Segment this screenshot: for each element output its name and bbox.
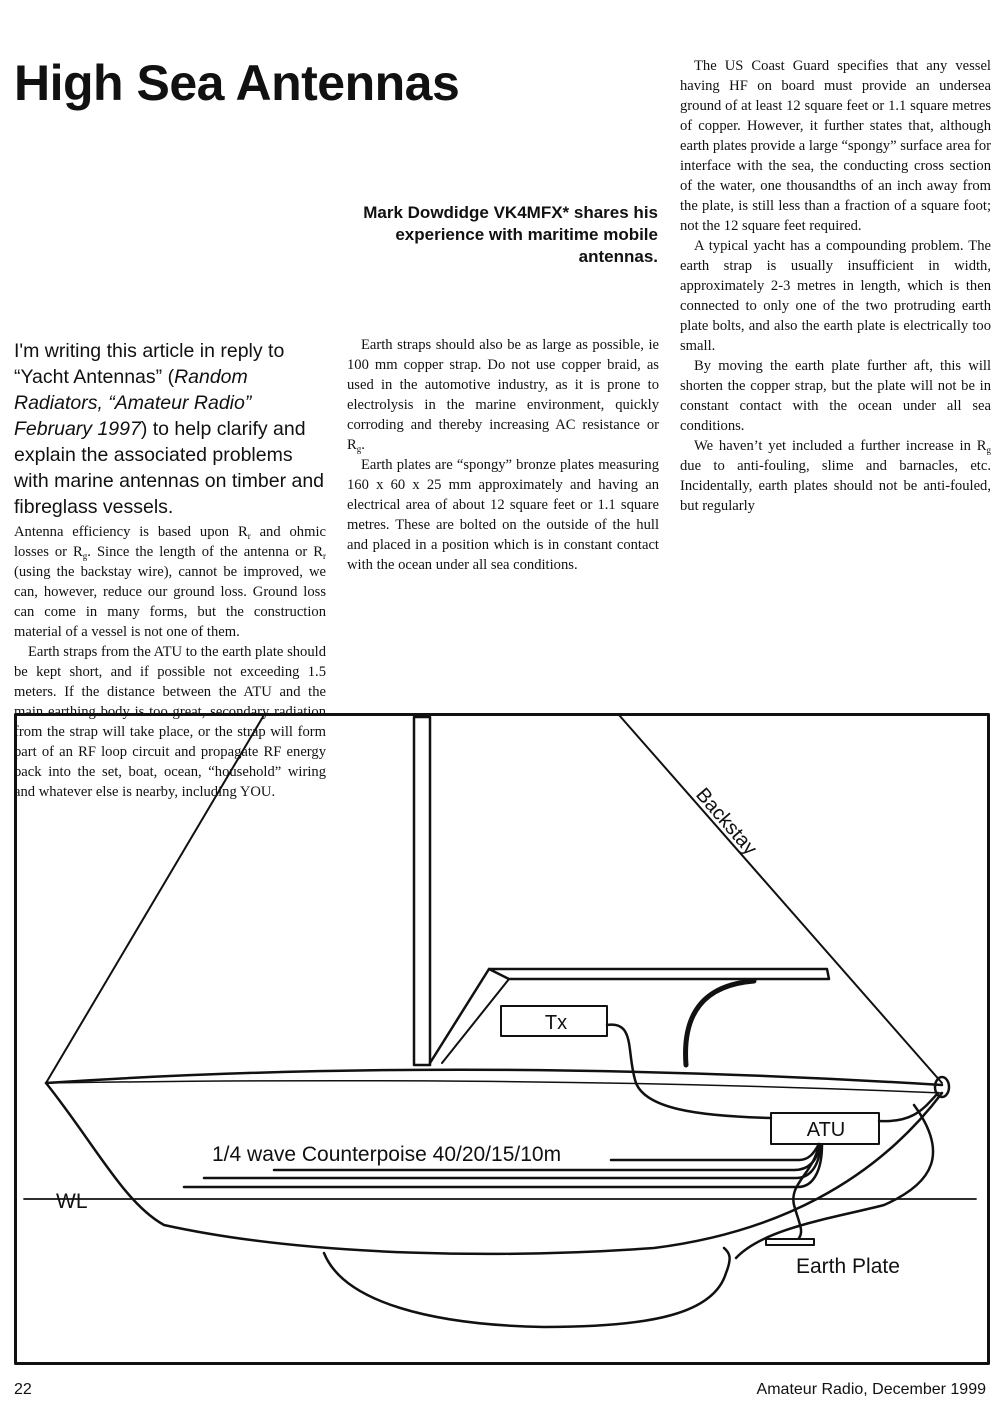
p1-text-b: and ohmic losses or R [14, 524, 326, 560]
paragraph-4: Earth plates are “spongy” bronze plates measuring 160 x 60 x 25 mm approximately and having an electrical area of about 12 square feet or 1.1 square metres. These are bolted on the outside of the hull and placed in a position which is in constant contact with the ocean under all sea conditions. [347, 457, 659, 573]
atu-label: ATU [806, 1119, 846, 1141]
intro-text-1: I'm writing this article in reply to “Yacht Antennas” ( [14, 340, 285, 388]
wl-label: WL [56, 1190, 88, 1213]
p1-sub-2: g [82, 551, 88, 561]
p1-text-d: (using the backstay wire), cannot be improved, we can, however, reduce our ground loss. Ground loss can come in many forms, but the construction material of a vessel is not one of them. [14, 564, 326, 640]
deck-line [46, 1070, 942, 1085]
earth-plate-label: Earth Plate [796, 1255, 900, 1278]
paragraph-3 [347, 335, 659, 455]
column-2 [347, 335, 659, 575]
p1-text-a: Antenna efficiency is based upon R [14, 524, 248, 540]
forestay-line [46, 715, 264, 1083]
column-3 [680, 56, 991, 516]
p3-sub: g [356, 444, 362, 454]
counterpoise-label: 1/4 wave Counterpoise 40/20/15/10m [212, 1143, 562, 1166]
p8-text-b: due to anti-fouling, slime and barnacles, etc. Incidentally, earth plates should not be anti-fouled, but regularly [680, 458, 991, 514]
mast [414, 717, 430, 1065]
publication-footer: Amateur Radio, December 1999 [756, 1381, 986, 1398]
p8-text-a: We haven’t yet included a further increase in R [694, 438, 987, 454]
intro-citation: Random Radiators, “Amateur Radio” February 1997 [14, 366, 252, 440]
backstay-label: Backstay [691, 783, 762, 860]
counterpoise-wire-1 [611, 1144, 819, 1160]
standfirst: Mark Dowdidge VK4MFX* shares his experience with maritime mobile antennas. [363, 203, 658, 266]
backstay-line [619, 715, 942, 1083]
sheer-line [46, 1081, 942, 1093]
intro-text-2: ) to help clarify and explain the associated problems with marine antennas on timber and fibreglass vessels. [14, 418, 325, 518]
p3-text-a: Earth straps should also be as large as possible, ie 100 mm copper strap. Do not use copper braid, as used in the automotive industry, as it is prone to electrolysis in the marine environment, quickly corroding and thereby increasing AC resistance or R [347, 337, 659, 453]
paragraph-5: The US Coast Guard specifies that any vessel having HF on board must provide an undersea ground of at least 12 square feet or 1.1 square metres of copper. However, it further states that, although earth plates provide a large “spongy” surface area for interface with the sea, the conducting cross section of the water, one thousandths of an inch away from the plate, is still less than a fraction of a square foot; not the 12 square feet required. [680, 58, 991, 234]
atu-backstay-lead [879, 1093, 938, 1121]
tx-label: Tx [544, 1012, 568, 1034]
cabin-top [489, 969, 829, 979]
paragraph-7: By moving the earth plate further aft, this will shorten the copper strap, but the plate will not be in constant contact with the ocean under all sea conditions. [680, 358, 991, 434]
paragraph-1 [14, 522, 326, 642]
page-number: 22 [14, 1381, 32, 1398]
p1-sub-3: r [323, 551, 326, 561]
intro-paragraph [14, 338, 326, 520]
article-title: High Sea Antennas [14, 55, 460, 111]
paragraph-8 [680, 436, 991, 516]
p8-sub: g [986, 445, 991, 455]
keel [324, 1248, 730, 1327]
yacht-antenna-diagram [14, 713, 990, 1365]
earth-plate [766, 1239, 814, 1245]
paragraph-6: A typical yacht has a compounding problem. The earth strap is usually insufficient in width, approximately 2-3 metres in length, which is then connected to only one of the two protruding earth plate bolts, and also the earth plate is electrically too small. [680, 238, 991, 354]
p1-sub-1: r [247, 531, 251, 541]
cockpit-coaming [686, 981, 754, 1065]
paragraph-2: Earth straps from the ATU to the earth plate should be kept short, and if possible not exceeding 1.5 meters. If the distance between the ATU and the main earthing body is too great, secondary radiation from the strap will take place, or the strap will form part of an RF loop circuit and propagate RF energy back into the set, boat, ocean, “household” wiring and whatever else is nearby, including YOU. [14, 644, 326, 800]
p1-text-c: . Since the length of the antenna or R [87, 544, 323, 560]
p3-text-b: . [361, 437, 365, 453]
